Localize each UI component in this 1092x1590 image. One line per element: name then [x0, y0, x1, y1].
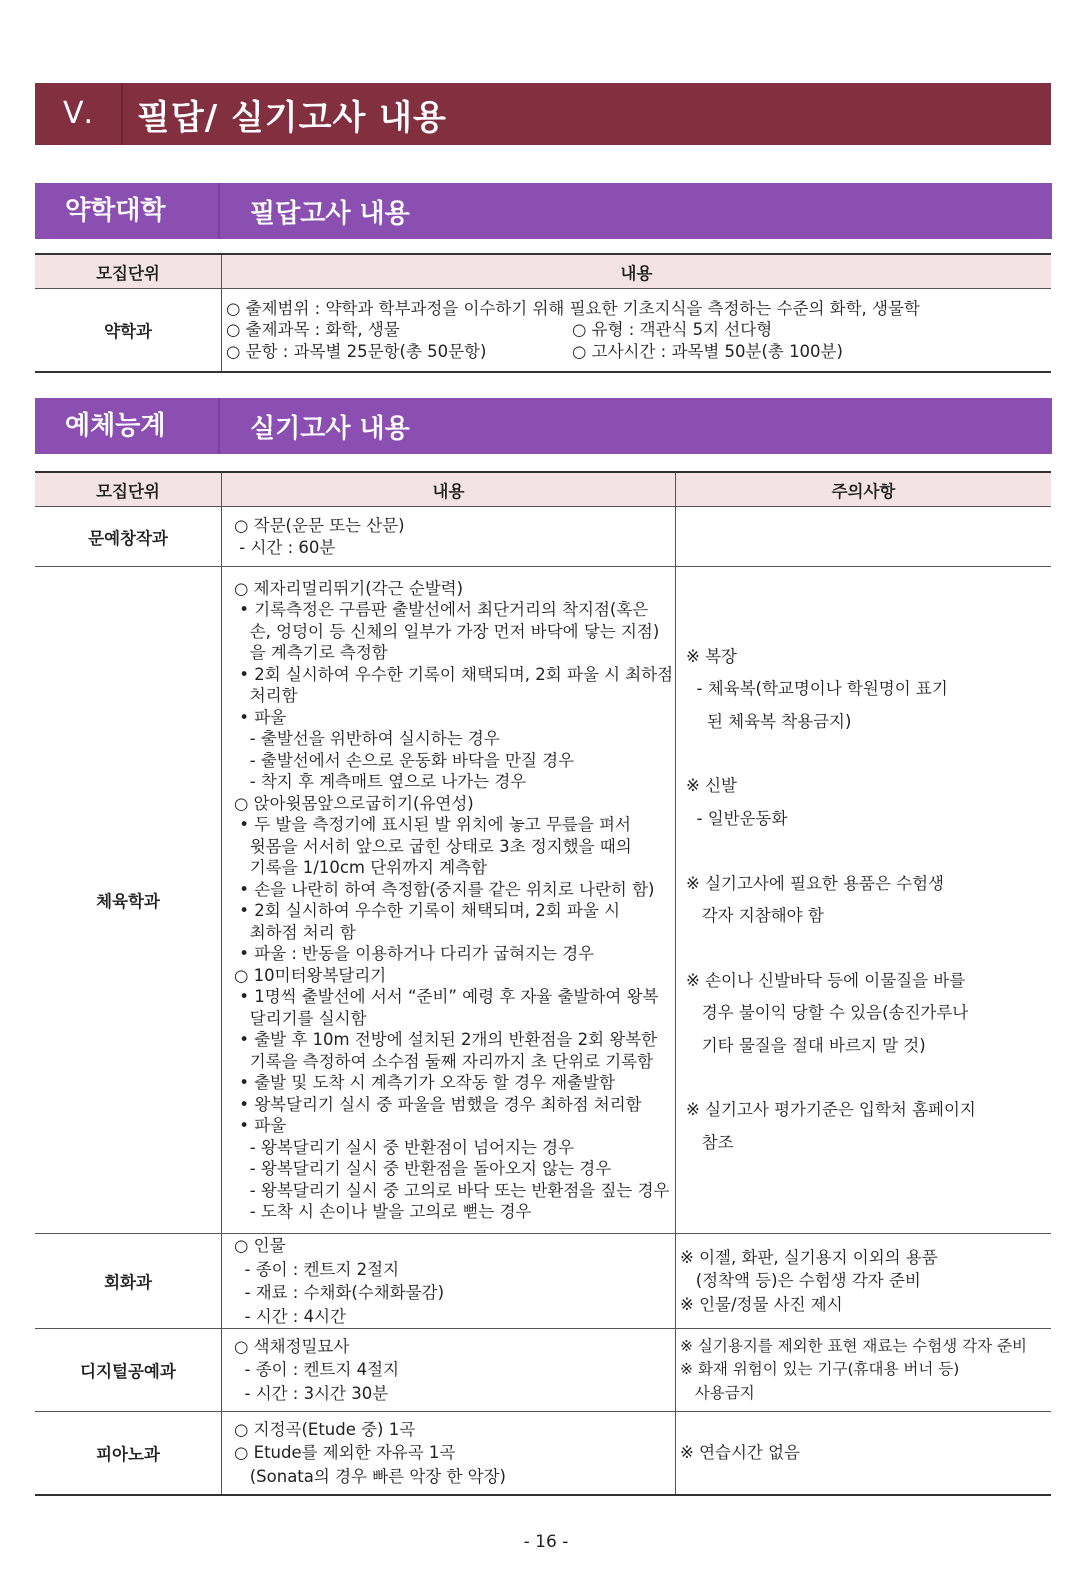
table-header-row — [35, 472, 1051, 507]
content-line: ○ Etude를 제외한 자유곡 1곡 — [234, 1443, 456, 1463]
content-cell — [222, 567, 676, 1234]
note-line: ※ 실기용지를 제외한 표현 재료는 수험생 각자 준비 — [680, 1336, 1027, 1355]
table-row — [35, 1234, 1051, 1329]
content-line: - 왕복달리기 실시 중 고의로 바닥 또는 반환점을 짚는 경우 — [234, 1180, 670, 1200]
content-line: ○ 인물 — [234, 1236, 286, 1255]
note-line — [686, 738, 1051, 770]
table-row — [35, 567, 1051, 1234]
table-row — [35, 1412, 1051, 1496]
content-cell — [222, 1329, 676, 1412]
note-line: ※ 인물/정물 사진 제시 — [680, 1294, 843, 1314]
section-header-pharmacy — [35, 183, 1052, 239]
content-line: • 출발 후 10m 전방에 설치된 2개의 반환점을 2회 왕복한 — [234, 1030, 658, 1049]
note-line: ※ 신발 — [686, 776, 737, 796]
chapter-number: Ⅴ. — [35, 83, 123, 145]
content-line: - 왕복달리기 실시 중 반환점이 넘어지는 경우 — [234, 1137, 575, 1157]
content-line: • 출발 및 도착 시 계측기가 오작동 할 경우 재출발함 — [234, 1073, 615, 1092]
content-line: 달리기를 실시함 — [234, 1008, 367, 1028]
page-number: - 16 - — [523, 1532, 569, 1552]
note-line: - 체육복(학교명이나 학원명이 표기 — [686, 679, 948, 699]
content-line: • 손을 나란히 하여 측정함(중지를 같은 위치로 나란히 함) — [234, 879, 655, 899]
content-cell — [222, 289, 1052, 373]
content-line: • 파울 : 반동을 이용하거나 다리가 굽혀지는 경우 — [234, 944, 595, 963]
content-line: - 왕복달리기 실시 중 반환점을 돌아오지 않는 경우 — [234, 1159, 612, 1178]
header-notes: 주의사항 — [676, 472, 1052, 507]
note-line: 참조 — [686, 1132, 734, 1152]
content-line: 기록을 측정하여 소수점 둘째 자리까지 초 단위로 기록함 — [234, 1051, 654, 1071]
header-unit: 모집단위 — [35, 254, 222, 289]
content-line-pair — [222, 341, 1051, 363]
unit-cell: 디지털공예과 — [35, 1329, 222, 1412]
note-line: 기타 물질을 절대 바르지 말 것) — [686, 1035, 926, 1055]
content-line: - 종이 : 켄트지 4절지 — [234, 1360, 400, 1380]
note-line: ※ 손이나 신발바닥 등에 이물질을 바를 — [686, 970, 966, 990]
note-line: ※ 화재 위험이 있는 기구(휴대용 버너 등) — [680, 1360, 960, 1379]
content-line: • 파울 — [234, 1116, 287, 1135]
content-line: • 두 발을 측정기에 표시된 발 위치에 놓고 무릎을 펴서 — [234, 815, 631, 834]
content-line: 윗몸을 서서히 앞으로 굽힌 상태로 3초 정지했을 때의 — [234, 836, 632, 856]
section-college: 예체능계 — [35, 398, 220, 454]
content-cell — [222, 1412, 676, 1496]
chapter-banner — [35, 83, 1051, 145]
note-line — [686, 835, 1051, 867]
content-line: ○ 작문(운문 또는 산문) — [234, 516, 405, 535]
content-line: - 시간 : 3시간 30분 — [234, 1383, 389, 1403]
content-cell — [222, 1234, 676, 1329]
unit-cell: 체육학과 — [35, 567, 222, 1234]
unit-cell: 피아노과 — [35, 1412, 222, 1496]
content-line: - 착지 후 계측매트 옆으로 나가는 경우 — [234, 772, 527, 791]
note-line: ※ 실기고사에 필요한 용품은 수험생 — [686, 873, 944, 893]
note-line: 된 체육복 착용금지) — [686, 711, 852, 731]
content-line: - 재료 : 수채화(수채화물감) — [234, 1283, 445, 1302]
content-line: - 종이 : 켄트지 2절지 — [234, 1259, 400, 1279]
notes-cell — [676, 507, 1052, 567]
note-line: ※ 연습시간 없음 — [680, 1443, 800, 1463]
content-line: 을 계측기로 측정함 — [234, 643, 388, 662]
table-row — [35, 289, 1051, 373]
table-row — [35, 507, 1051, 567]
content-line: • 파울 — [234, 707, 287, 727]
content-line-pair — [222, 319, 1051, 341]
content-line: 최하점 처리 함 — [234, 922, 356, 942]
notes-cell — [676, 1412, 1052, 1496]
content-line: ○ 출제범위 : 약학과 학부과정을 이수하기 위해 필요한 기초지식을 측정하는 수준의 화학, 생물학 — [226, 298, 920, 318]
content-line: • 왕복달리기 실시 중 파울을 범했을 경우 최하점 처리함 — [234, 1094, 642, 1114]
notes-cell — [676, 1234, 1052, 1329]
note-line: 사용금지 — [680, 1383, 755, 1402]
content-line: ○ 문항 : 과목별 25문항(총 50문항) — [226, 341, 487, 361]
written-exam-table — [35, 253, 1051, 373]
content-line: • 기록측정은 구름판 출발선에서 최단거리의 착지점(혹은 — [234, 600, 649, 619]
note-line: - 일반운동화 — [686, 808, 788, 828]
unit-cell: 문예창작과 — [35, 507, 222, 567]
section-title: 실기고사 내용 — [250, 413, 410, 444]
content-line: 처리함 — [234, 686, 298, 705]
practical-exam-table — [35, 471, 1051, 1496]
section-title: 필답고사 내용 — [250, 198, 410, 229]
content-line: ○ 앉아윗몸앞으로굽히기(유연성) — [234, 793, 474, 813]
content-line: ○ 출제과목 : 화학, 생물 — [226, 320, 400, 340]
content-line: - 시간 : 4시간 — [234, 1306, 346, 1326]
note-line: ※ 복장 — [686, 646, 737, 666]
content-line: 손, 엉덩이 등 신체의 일부가 가장 먼저 바닥에 닿는 지점) — [234, 621, 660, 641]
header-content: 내용 — [222, 254, 1052, 289]
content-line: ○ 10미터왕복달리기 — [234, 965, 387, 985]
section-header-arts — [35, 398, 1052, 454]
table-header-row — [35, 254, 1051, 289]
note-line: 경우 불이익 당할 수 있음(송진가루나 — [686, 1003, 969, 1023]
header-content: 내용 — [222, 472, 676, 507]
table-row — [35, 1329, 1051, 1412]
note-line: ※ 이젤, 화판, 실기용지 이외의 용품 — [680, 1247, 938, 1267]
notes-cell — [676, 567, 1052, 1234]
content-line: 기록을 1/10cm 단위까지 계측함 — [234, 858, 488, 877]
note-line: ※ 실기고사 평가기준은 입학처 홈페이지 — [686, 1100, 976, 1120]
note-line: 각자 지참해야 함 — [686, 906, 824, 925]
content-line: • 2회 실시하여 우수한 기록이 채택되며, 2회 파울 시 최하점 — [234, 664, 674, 684]
chapter-title: 필답/ 실기고사 내용 — [137, 97, 447, 138]
content-line: - 출발선에서 손으로 운동화 바닥을 만질 경우 — [234, 750, 575, 770]
content-line: ○ 유형 : 객관식 5지 선다형 — [572, 320, 773, 340]
content-line: - 도착 시 손이나 발을 고의로 뻗는 경우 — [234, 1202, 532, 1221]
note-line: (정착액 등)은 수험생 각자 준비 — [680, 1271, 921, 1291]
content-line: - 출발선을 위반하여 실시하는 경우 — [234, 729, 500, 748]
content-line: • 2회 실시하여 우수한 기록이 채택되며, 2회 파울 시 — [234, 901, 621, 920]
unit-cell: 회화과 — [35, 1234, 222, 1329]
content-line: (Sonata의 경우 빠른 악장 한 악장) — [234, 1466, 506, 1486]
content-cell — [222, 507, 676, 567]
note-line — [686, 1062, 1051, 1094]
content-line: • 1명씩 출발선에 서서 “준비” 예령 후 자율 출발하여 왕복 — [234, 987, 659, 1006]
content-line: ○ 고사시간 : 과목별 50분(총 100분) — [572, 341, 843, 361]
note-line — [686, 932, 1051, 964]
notes-cell — [676, 1329, 1052, 1412]
content-line: - 시간 : 60분 — [234, 537, 336, 557]
unit-cell: 약학과 — [35, 289, 222, 373]
header-unit: 모집단위 — [35, 472, 222, 507]
content-line: ○ 제자리멀리뛰기(각근 순발력) — [234, 578, 464, 598]
content-line: ○ 지정곡(Etude 중) 1곡 — [234, 1419, 416, 1439]
section-college: 약학대학 — [35, 183, 220, 239]
content-line: ○ 색채정밀묘사 — [234, 1336, 350, 1356]
